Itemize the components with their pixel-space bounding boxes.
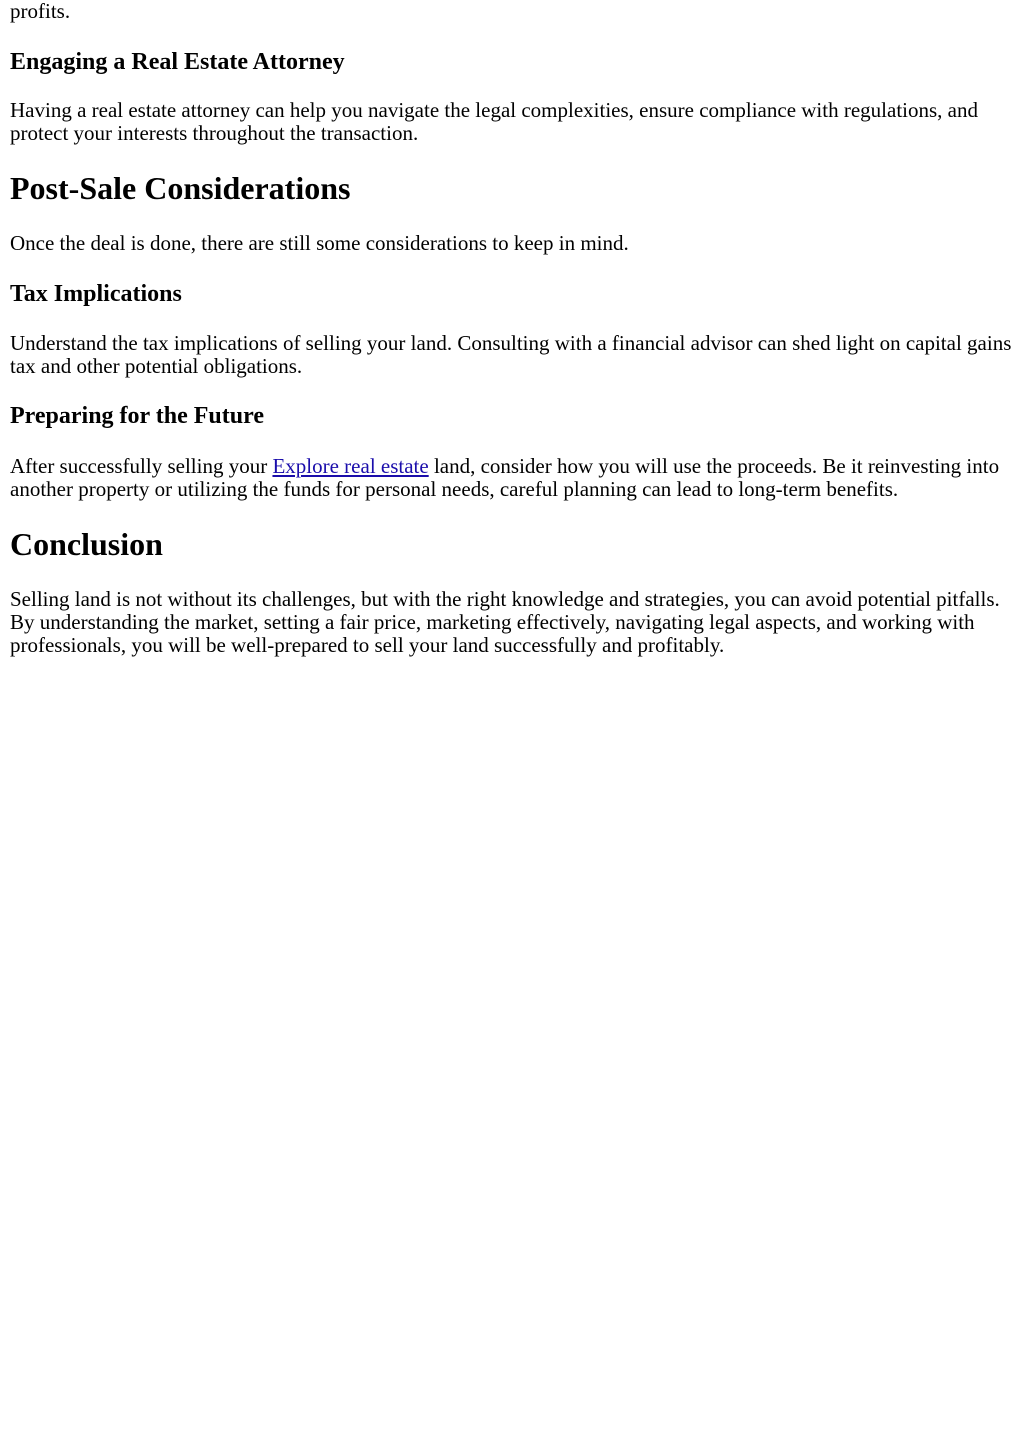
paragraph-future-text-after-link: land, consider how you will use the proceeds. Be it reinvesting into another property or utilizing the funds for personal needs, careful planning can lead to long-term benefits. (10, 454, 1000, 501)
paragraph-attorney: Having a real estate attorney can help you navigate the legal complexities, ensure compliance with regulations, and protect your interests throughout the transaction. (10, 98, 978, 145)
heading-preparing-future: Preparing for the Future (10, 403, 264, 429)
heading-conclusion: Conclusion (10, 526, 163, 562)
paragraph-future-text-before-link: After successfully selling your (10, 454, 273, 478)
paragraph-future (10, 455, 1018, 501)
heading-post-sale-considerations: Post-Sale Considerations (10, 170, 351, 206)
paragraph-fragment: profits. (10, 0, 71, 23)
heading-engaging-attorney: Engaging a Real Estate Attorney (10, 49, 345, 75)
paragraph-tax: Understand the tax implications of selling your land. Consulting with a financial advisor can shed light on capital gains tax and other potential obligations. (10, 331, 1012, 378)
heading-tax-implications: Tax Implications (10, 281, 182, 307)
paragraph-post-sale-intro: Once the deal is done, there are still some considerations to keep in mind. (10, 231, 629, 255)
explore-real-estate-link[interactable]: Explore real estate (272, 454, 429, 478)
paragraph-conclusion: Selling land is not without its challenges, but with the right knowledge and strategies, you can avoid potential pitfalls. By understanding the market, setting a fair price, marketing effectively, navigating legal aspects, and working with professionals, you will be well-prepared to sell your land successfully and profitably. (10, 587, 1000, 657)
